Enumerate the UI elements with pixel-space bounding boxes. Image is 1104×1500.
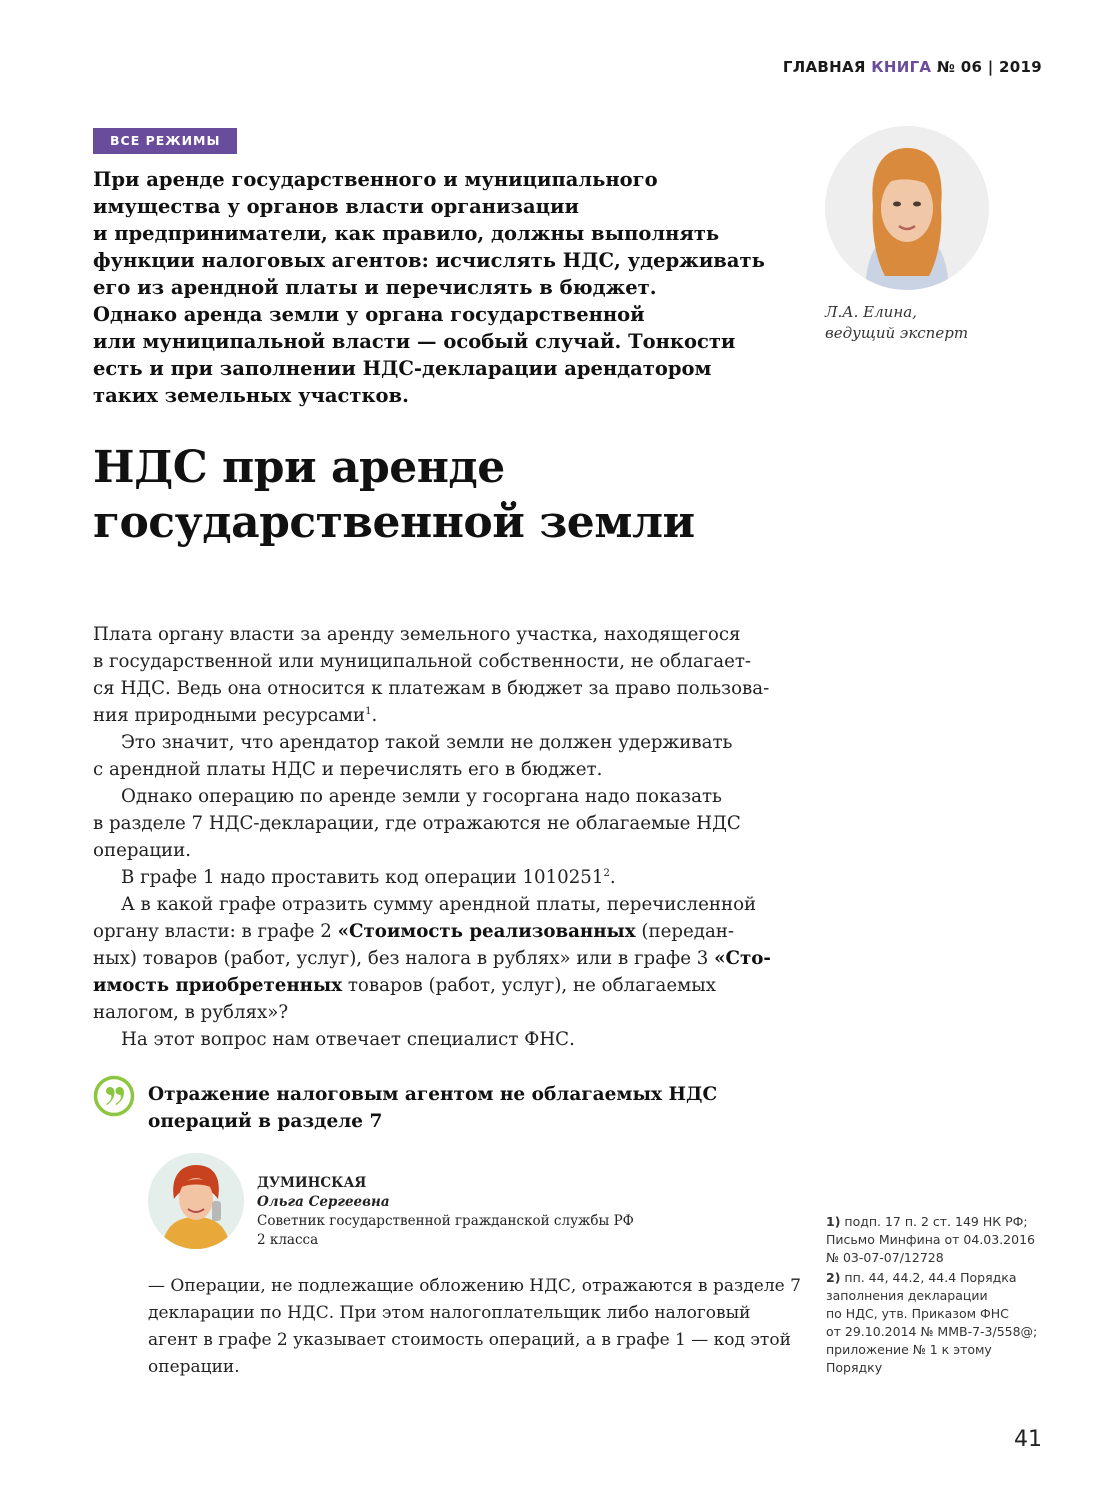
footnote-ref-2[interactable]: 2 [603, 868, 610, 879]
answer-line: операции. [148, 1357, 240, 1377]
question-line: операций в разделе 7 [148, 1111, 383, 1132]
footnote-line: от 29.10.2014 № ММВ-7-3/558@; [826, 1324, 1038, 1339]
footnote-line [826, 1269, 1056, 1287]
body-line [93, 972, 783, 999]
body-emphasis: «Стоимость реализованных [337, 921, 636, 942]
body-line: ся НДС. Ведь она относится к платежам в бюджет за право пользова- [93, 678, 770, 699]
specialist-given-names: Ольга Сергеевна [257, 1194, 390, 1210]
specialist-photo [148, 1153, 244, 1249]
footnote-line [826, 1213, 1056, 1231]
lead-paragraph [93, 166, 793, 409]
expert-photo [825, 126, 989, 290]
footnote-2 [826, 1269, 1056, 1377]
body-line [93, 945, 783, 972]
body-text: товаров (работ, услуг), не облагаемых [342, 975, 716, 996]
answer-line: декларации по НДС. При этом налогоплательщик либо налоговый [148, 1303, 751, 1323]
answer-text [148, 1273, 801, 1381]
title-line: НДС при аренде [93, 442, 505, 493]
body-line [93, 864, 783, 891]
footnote-text: подп. 17 п. 2 ст. 149 НК РФ; [840, 1214, 1028, 1229]
body-line: Плата органу власти за аренду земельного участка, находящегося [93, 624, 741, 645]
lead-line: имущества у органов власти организации [93, 195, 579, 218]
specialist-surname: ДУМИНСКАЯ [257, 1175, 367, 1191]
specialist-info [257, 1174, 634, 1250]
body-emphasis: имость приобретенных [93, 975, 343, 996]
body-line [93, 702, 783, 729]
body-line: налогом, в рублях»? [93, 1002, 289, 1023]
article-body [93, 621, 783, 1053]
body-text: В графе 1 надо проставить код операции 1010251 [121, 867, 604, 888]
footnote-line: приложение № 1 к этому [826, 1342, 992, 1357]
body-text: . [609, 867, 616, 888]
body-emphasis: «Сто- [714, 948, 771, 969]
specialist-title-line: 2 класса [257, 1232, 319, 1248]
answer-line: — Операции, не подлежащие обложению НДС, отражаются в разделе 7 [148, 1276, 801, 1296]
footnote-line: Порядку [826, 1360, 883, 1375]
question-line: Отражение налоговым агентом не облагаемых НДС [148, 1084, 718, 1105]
body-line: Это значит, что арендатор такой земли не должен удерживать [121, 732, 733, 753]
question-heading [148, 1081, 717, 1135]
body-text: ных) товаров (работ, услуг), без налога в рублях» или в графе 3 [93, 948, 715, 969]
page-number: 41 [1014, 1427, 1042, 1452]
specialist-title-line: Советник государственной гражданской службы РФ [257, 1213, 634, 1229]
lead-line: таких земельных участков. [93, 384, 409, 407]
specialist-name [257, 1174, 634, 1212]
footnote-ref-1[interactable]: 1 [365, 706, 372, 717]
footnote-text: пп. 44, 44.2, 44.4 Порядка [840, 1270, 1017, 1285]
body-line [93, 918, 783, 945]
body-line: На этот вопрос нам отвечает специалист ФНС. [121, 1029, 575, 1050]
footnote-number: 2) [826, 1270, 841, 1285]
masthead [783, 58, 1042, 76]
lead-line: и предприниматели, как правило, должны выполнять [93, 222, 720, 245]
body-text: ния природными ресурсами [93, 705, 366, 726]
body-line: в разделе 7 НДС-декларации, где отражаются не облагаемые НДС [93, 813, 741, 834]
footnote-line: Письмо Минфина от 04.03.2016 [826, 1232, 1035, 1247]
lead-line: Однако аренда земли у органа государственной [93, 303, 645, 326]
body-text: органу власти: в графе 2 [93, 921, 338, 942]
lead-line: При аренде государственного и муниципального [93, 168, 658, 191]
masthead-title: ГЛАВНАЯ [782, 58, 866, 76]
body-line: в государственной или муниципальной собственности, не облагает- [93, 651, 752, 672]
category-tag: ВСЕ РЕЖИМЫ [93, 128, 237, 154]
body-line: А в какой графе отразить сумму арендной платы, перечисленной [121, 894, 757, 915]
expert-caption [825, 302, 968, 344]
quote-icon [93, 1075, 135, 1117]
body-line: с арендной платы НДС и перечислять его в бюджет. [93, 759, 603, 780]
footnote-number: 1) [826, 1214, 841, 1229]
footnotes [826, 1213, 1056, 1379]
lead-line: есть и при заполнении НДС-декларации арендатором [93, 357, 712, 380]
footnote-line: № 03-07-07/12728 [826, 1250, 944, 1265]
title-line: государственной земли [93, 497, 695, 548]
body-line: операции. [93, 840, 192, 861]
footnote-1 [826, 1213, 1056, 1267]
body-text: . [371, 705, 378, 726]
lead-line: функции налоговых агентов: исчислять НДС, удерживать [93, 249, 765, 272]
expert-role: ведущий эксперт [825, 324, 969, 342]
masthead-issue: № 06 | 2019 [936, 58, 1042, 76]
lead-line: или муниципальной власти — особый случай. Тонкости [93, 330, 736, 353]
article-title [93, 440, 853, 550]
footnote-line: заполнения декларации [826, 1288, 988, 1303]
lead-line: его из арендной платы и перечислять в бюджет. [93, 276, 657, 299]
answer-line: агент в графе 2 указывает стоимость операций, а в графе 1 — код этой [148, 1330, 791, 1350]
body-text: (передан- [635, 921, 735, 942]
body-line: Однако операцию по аренде земли у госоргана надо показать [121, 786, 722, 807]
expert-name: Л.А. Елина, [825, 303, 917, 321]
footnote-line: по НДС, утв. Приказом ФНС [826, 1306, 1009, 1321]
masthead-accent: КНИГА [871, 58, 932, 76]
